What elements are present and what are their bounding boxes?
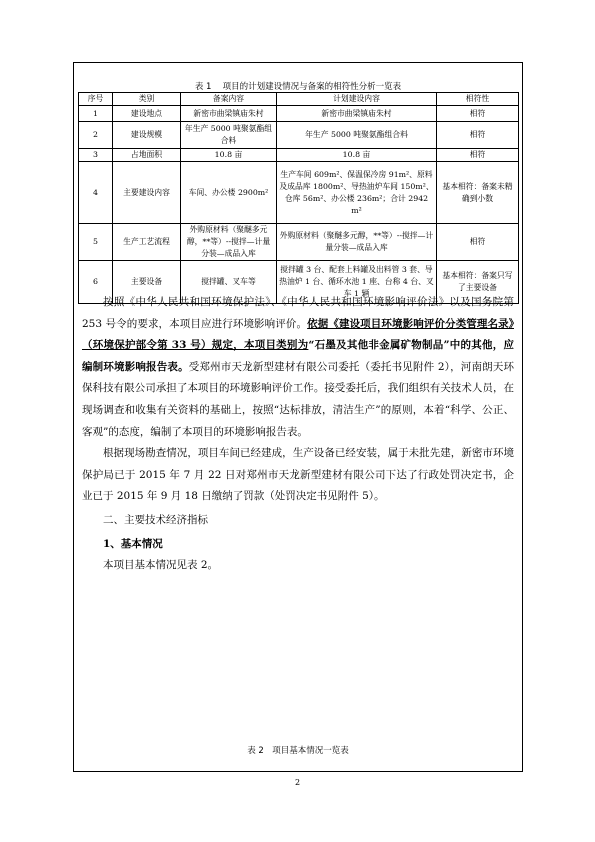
table-cell: 外购原材料（聚醚多元醇，**等）--搅拌—计量分装—成品入库 <box>277 224 437 261</box>
table-cell: 新密市曲梁镇庙朱村 <box>277 106 437 122</box>
paragraph-site-survey: 根据现场勘查情况，项目车间已经建成，生产设备已经安装，属于未批先建，新密市环境保护局已于 2015 年 7 月 22 日对郑州市天龙新型建材有限公司下达了行政处罚决定书，企业已于 2015 年 9 月 18 日缴纳了罚款（处罚决定书见附件 5）。 <box>82 447 514 503</box>
table-cell: 2 <box>79 122 113 149</box>
table1-header-cell: 类别 <box>113 93 181 106</box>
table-cell: 基本相符：备案未精确到小数 <box>437 162 519 224</box>
table-row <box>79 122 519 149</box>
paragraph-basic-info: 本项目基本情况见表 2。 <box>103 559 219 572</box>
page-number: 2 <box>294 778 301 787</box>
table-cell: 新密市曲梁镇庙朱村 <box>181 106 277 122</box>
table1-header-cell: 备案内容 <box>181 93 277 106</box>
table1-header-cell: 相符性 <box>437 93 519 106</box>
table-row <box>79 224 519 261</box>
table-cell: 生产车间 609m²、保温保冷房 91m²、原料及成品库 1800m²、导热油炉车间 150m²、仓库 56m²、办公楼 236m²；合计 2942 m² <box>277 162 437 224</box>
table-cell: 6 <box>79 261 113 304</box>
table-cell: 搅拌罐、叉车等 <box>181 261 277 304</box>
emphasis-text: 依据《建设项目环境影响评价分类管理名录》（环境保护部令第 33 号）规定，本项目类别为 <box>82 317 514 352</box>
table-cell: 占地面积 <box>113 149 181 162</box>
table1-header-cell: 计划建设内容 <box>277 93 437 106</box>
paragraph-text: 按照《中华人民共和国环境保护法》、《中华人民共和国环境影响评价法》以及国务院第 253 号令的要求，本项目应进行环境影响评价。 <box>82 296 514 330</box>
table-cell: 主要设备 <box>113 261 181 304</box>
table-cell: 3 <box>79 149 113 162</box>
table1 <box>78 92 519 304</box>
emphasis-text: “石墨及其他非金属矿物制品”中的其他，应编制环境影响报告表。 <box>82 339 514 373</box>
table-cell: 相符 <box>437 122 519 149</box>
table-cell: 相符 <box>437 149 519 162</box>
table1-header-row <box>79 93 519 106</box>
table-row <box>79 106 519 122</box>
table-cell: 建设地点 <box>113 106 181 122</box>
section-heading: 二、主要技术经济指标 <box>103 513 208 526</box>
table-cell: 4 <box>79 162 113 224</box>
table-cell: 相符 <box>437 106 519 122</box>
table-cell: 年生产 5000 吨聚氨酯组合料 <box>181 122 277 149</box>
table-cell: 相符 <box>437 224 519 261</box>
table-cell: 车间、办公楼 2900m² <box>181 162 277 224</box>
table-cell: 5 <box>79 224 113 261</box>
table1-caption: 表 1 项目的计划建设情况与备案的相符性分析一览表 <box>194 82 402 92</box>
table1-header-cell: 序号 <box>79 93 113 106</box>
paragraph-evaluation-basis <box>82 292 514 443</box>
table-cell: 外购原材料（聚醚多元醇，**等）--搅拌—计量分装—成品入库 <box>181 224 277 261</box>
paragraph-text: 受郑州市天龙新型建材有限公司委托（委托书见附件 2），河南朗天环保科技有限公司承担了本项目的环境影响评价工作。接受委托后，我们组织有关技术人员，在现场调查和收集有关资料的基础上，按照“达标排放，清洁生产”的原则，本着“科学、公正、客观”的态度，编制了本项目的环境影响报告表。 <box>82 360 514 438</box>
table-cell: 10.8 亩 <box>277 149 437 162</box>
table-cell: 生产工艺流程 <box>113 224 181 261</box>
table-cell: 主要建设内容 <box>113 162 181 224</box>
subsection-heading: 1、基本情况 <box>103 537 163 550</box>
table-cell: 10.8 亩 <box>181 149 277 162</box>
table-cell: 搅拌罐 3 台、配套上料罐及出料管 3 套、导热油炉 1 台、循环水池 1 座、台称 4 台、叉车 1 辆 <box>277 261 437 304</box>
table-cell: 基本相符：备案只写了主要设备 <box>437 261 519 304</box>
body-text <box>82 292 514 577</box>
table-row <box>79 162 519 224</box>
table-cell: 1 <box>79 106 113 122</box>
table-cell: 建设规模 <box>113 122 181 149</box>
table-row <box>79 149 519 162</box>
table-cell: 年生产 5000 吨聚氨酯组合料 <box>277 122 437 149</box>
table2-caption: 表 2 项目基本情况一览表 <box>247 746 349 756</box>
